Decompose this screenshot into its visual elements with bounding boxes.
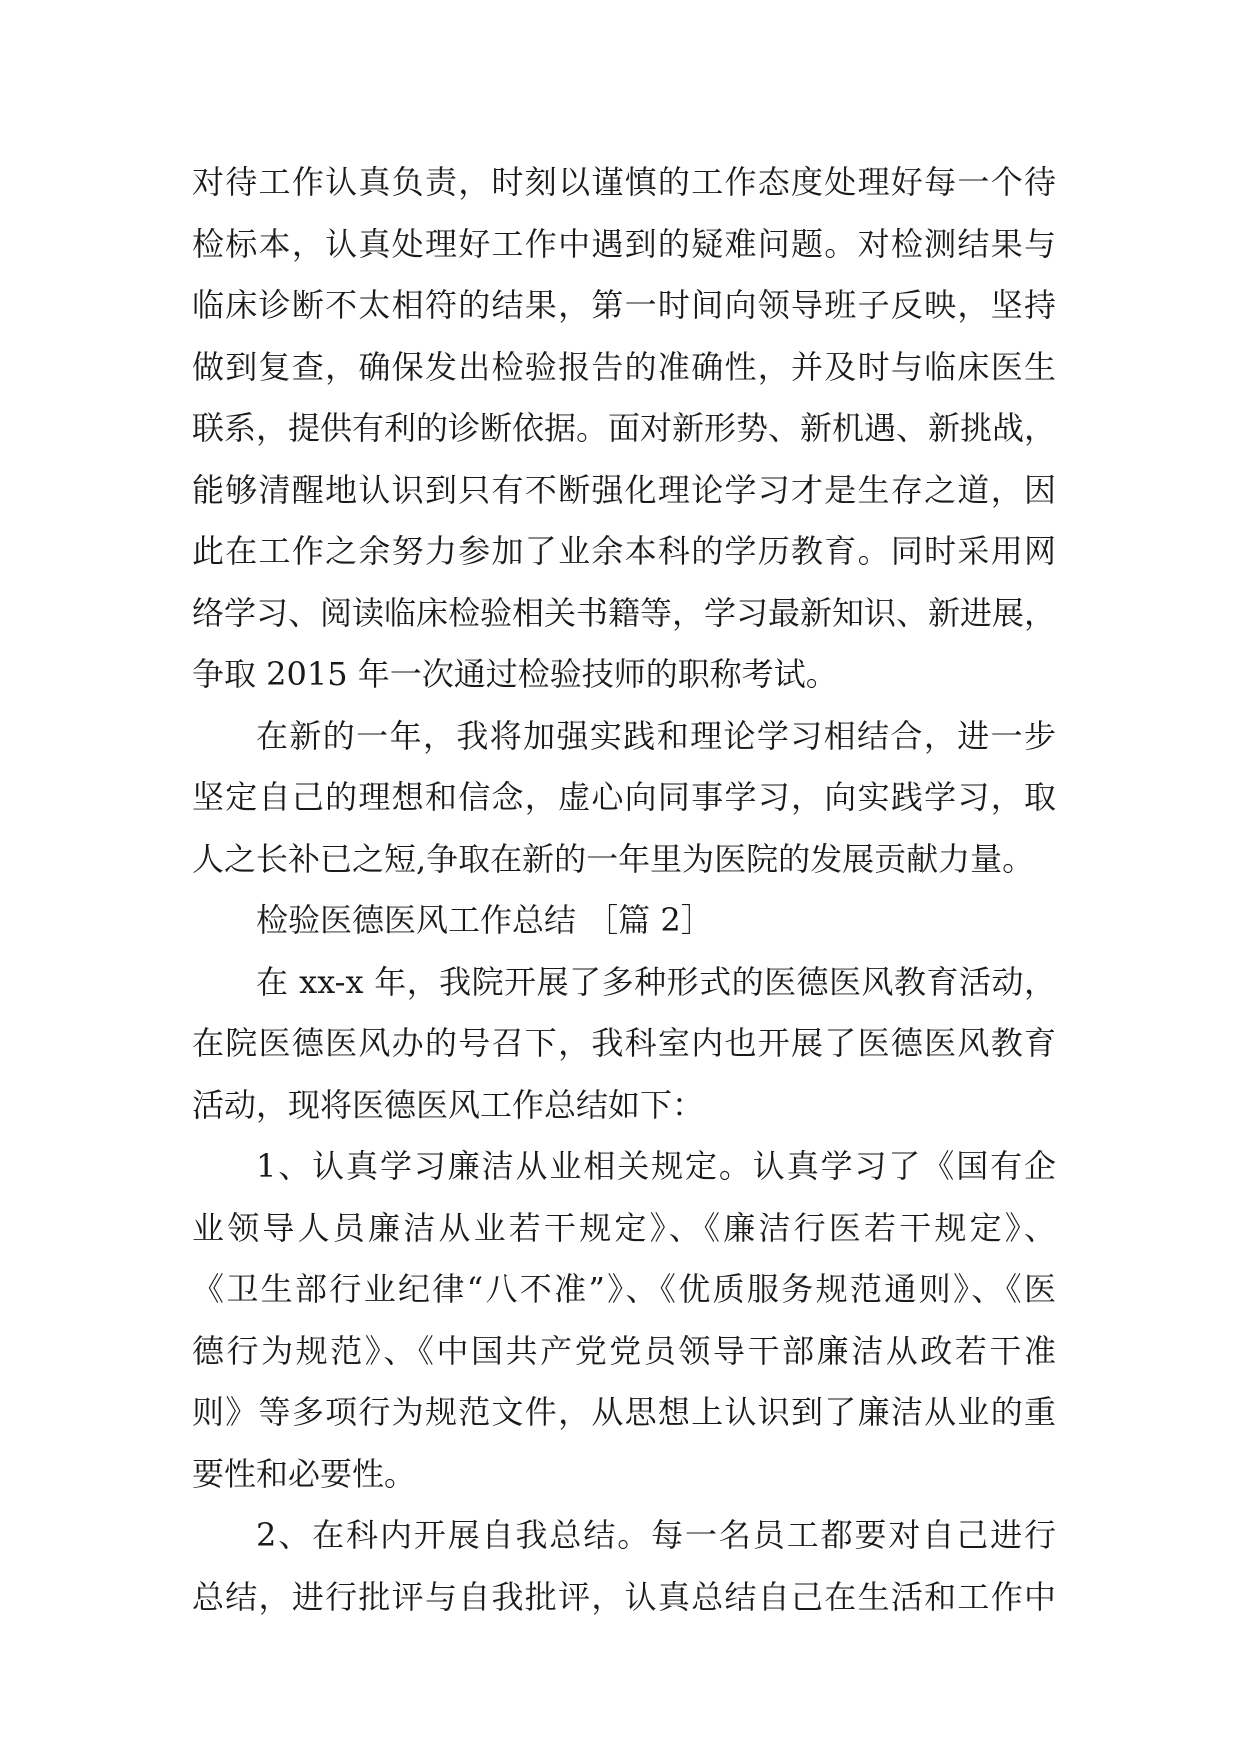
- text-line: 联系，提供有利的诊断依据。面对新形势、新机遇、新挑战，: [192, 409, 1057, 447]
- text-line: 在院医德医风办的号召下，我科室内也开展了医德医风教育: [192, 1024, 1056, 1062]
- text-line: 对待工作认真负责，时刻以谨慎的工作态度处理好每一个待: [192, 163, 1056, 201]
- text-line: 要性和必要性。: [192, 1454, 417, 1493]
- document-body: [192, 152, 1056, 1628]
- text-line: 坚定自己的理想和信念，虚心向同事学习，向实践学习，取: [192, 778, 1056, 816]
- text-line: 人之长补已之短,争取在新的一年里为医院的发展贡献力量。: [192, 839, 1035, 878]
- text-line: 活动，现将医德医风工作总结如下：: [192, 1085, 705, 1124]
- text-line: 在新的一年，我将加强实践和理论学习相结合，进一步: [256, 716, 1056, 755]
- text-line: 检标本，认真处理好工作中遇到的疑难问题。对检测结果与: [192, 224, 1056, 263]
- text-line: 能够清醒地认识到只有不断强化理论学习才是生存之道，因: [192, 470, 1056, 509]
- text-line: 《卫生部行业纪律“八不准”》、《优质服务规范通则》、《医: [192, 1270, 1056, 1308]
- paragraph: [192, 952, 1056, 1137]
- text-line: 此在工作之余努力参加了业余本科的学历教育。同时采用网: [192, 532, 1056, 570]
- text-line: 德行为规范》、《中国共产党党员领导干部廉洁从政若干准: [192, 1331, 1056, 1370]
- paragraph: [192, 1505, 1056, 1628]
- paragraph: [192, 706, 1056, 891]
- text-line: 总结，进行批评与自我批评，认真总结自己在生活和工作中: [192, 1577, 1056, 1616]
- text-line: 络学习、阅读临床检验相关书籍等，学习最新知识、新进展，: [192, 593, 1057, 632]
- text-line: 1、认真学习廉洁从业相关规定。认真学习了《国有企: [256, 1147, 1056, 1185]
- text-line: 则》等多项行为规范文件，从思想上认识到了廉洁从业的重: [192, 1393, 1056, 1431]
- section-heading: [192, 890, 1056, 952]
- text-line: 临床诊断不太相符的结果，第一时间向领导班子反映，坚持: [192, 286, 1056, 324]
- text-line: 2、在科内开展自我总结。每一名员工都要对自己进行: [256, 1516, 1056, 1554]
- text-line: 做到复查，确保发出检验报告的准确性，并及时与临床医生: [192, 347, 1056, 386]
- text-line: 争取 2015 年一次通过检验技师的职称考试。: [192, 655, 838, 693]
- heading-text: 检验医德医风工作总结 ［篇 2］: [256, 901, 713, 939]
- text-line: 在 xx-x 年，我院开展了多种形式的医德医风教育活动，: [256, 962, 1056, 1001]
- paragraph: [192, 1136, 1056, 1505]
- paragraph: [192, 152, 1056, 706]
- text-line: 业领导人员廉洁从业若干规定》、《廉洁行医若干规定》、: [192, 1208, 1056, 1247]
